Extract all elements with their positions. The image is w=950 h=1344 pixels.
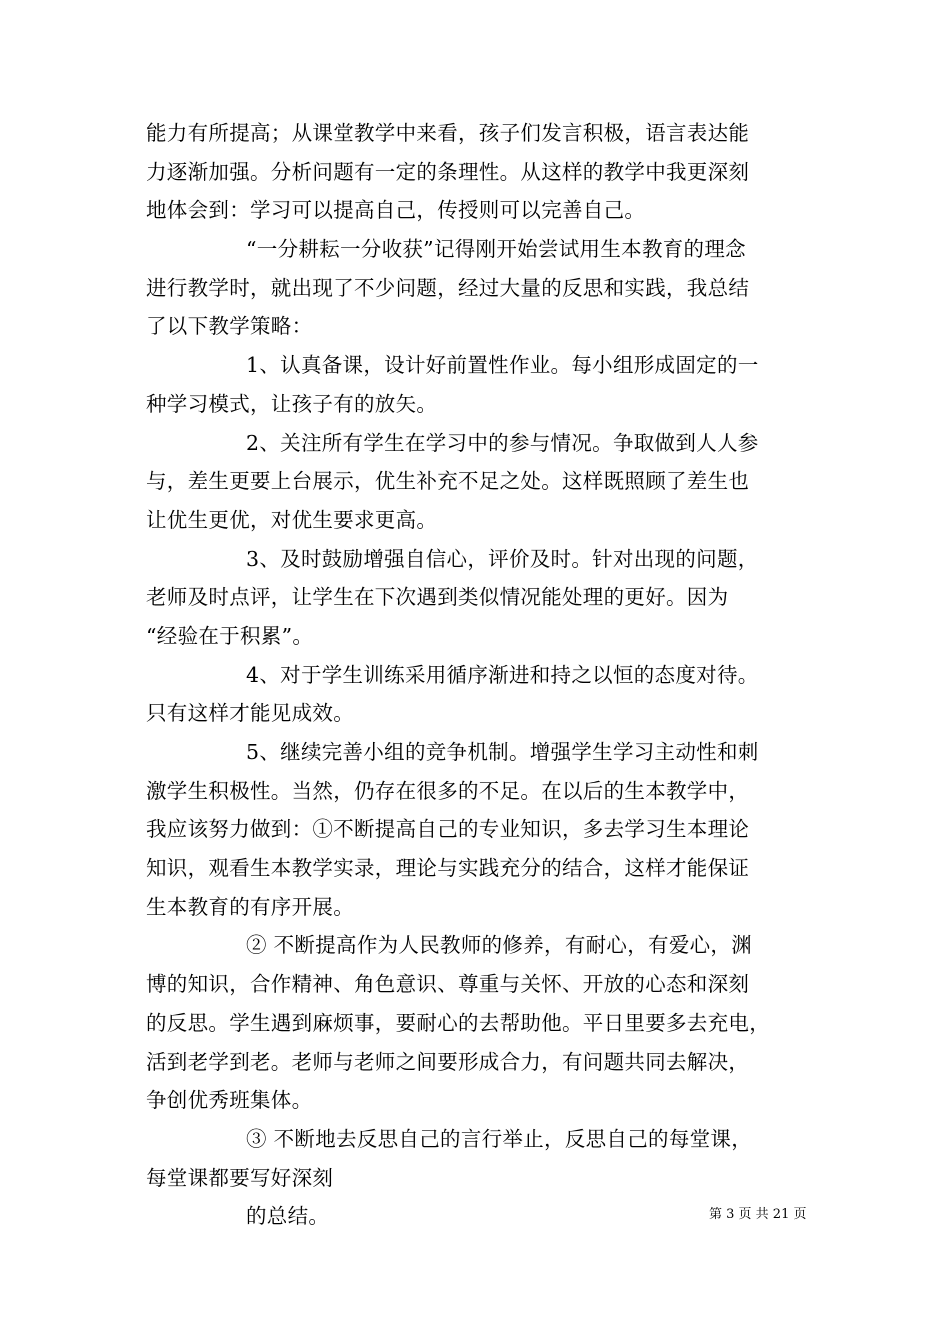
text-line: 5、继续完善小组的竞争机制。增强学生学习主动性和刺 [246,740,759,764]
text-line: 生本教育的有序开展。 [146,894,354,919]
text-line: 老师及时点评，让学生在下次遇到类似情况能处理的更好。因为 [146,585,729,610]
text-line: 知识，观看生本教学实录，理论与实践充分的结合，这样才能保证 [146,856,750,881]
text-line: 了以下教学策略： [146,314,313,339]
text-line: “一分耕耘一分收获”记得刚开始尝试用生本教育的理念 [246,237,746,262]
text-line: 争创优秀班集体。 [146,1088,313,1113]
text-line: 激学生积极性。当然，仍存在很多的不足。在以后的生本教学中， [146,778,750,803]
text-line: 3、及时鼓励增强自信心，评价及时。针对出现的问题， [246,546,759,571]
text-line: 的反思。学生遇到麻烦事，要耐心的去帮助他。平日里要多去充电， [146,1010,770,1035]
text-line: 1、认真备课，设计好前置性作业。每小组形成固定的一 [246,353,759,378]
text-line: 能力有所提高；从课堂教学中来看，孩子们发言积极，语言表达能 [146,121,750,145]
text-line: 种学习模式，让孩子有的放矢。 [146,391,438,416]
text-line: 每堂课都要写好深刻 [146,1165,334,1190]
page-footer: 第 3 页 共 21 页 [709,1207,807,1222]
text-line: 与，差生更要上台展示，优生补充不足之处。这样既照顾了差生也 [146,469,750,494]
text-line: 博的知识，合作精神、角色意识、尊重与关怀、开放的心态和深刻 [146,972,750,997]
text-line: “经验在于积累”。 [146,623,314,648]
text-line: 地体会到：学习可以提高自己，传授则可以完善自己。 [146,198,646,223]
text-line: 4、对于学生训练采用循序渐进和持之以恒的态度对待。 [246,662,759,687]
text-line: 我应该努力做到：①不断提高自己的专业知识，多去学习生本理论 [146,817,750,842]
text-line: 的总结。 [246,1204,330,1229]
text-line: 让优生更优，对优生要求更高。 [146,507,438,532]
text-line: 只有这样才能见成效。 [146,701,354,726]
text-line: 活到老学到老。老师与老师之间要形成合力，有问题共同去解决， [146,1049,750,1074]
text-line: ③ 不断地去反思自己的言行举止，反思自己的每堂课， [246,1126,753,1151]
body-text [146,114,810,1236]
text-line: ② 不断提高作为人民教师的修养，有耐心，有爱心，渊 [246,933,753,958]
text-line: 力逐渐加强。分析问题有一定的条理性。从这样的教学中我更深刻 [146,159,750,184]
text-line: 进行教学时，就出现了不少问题，经过大量的反思和实践，我总结 [146,275,750,300]
text-line: 2、关注所有学生在学习中的参与情况。争取做到人人参 [246,430,759,455]
